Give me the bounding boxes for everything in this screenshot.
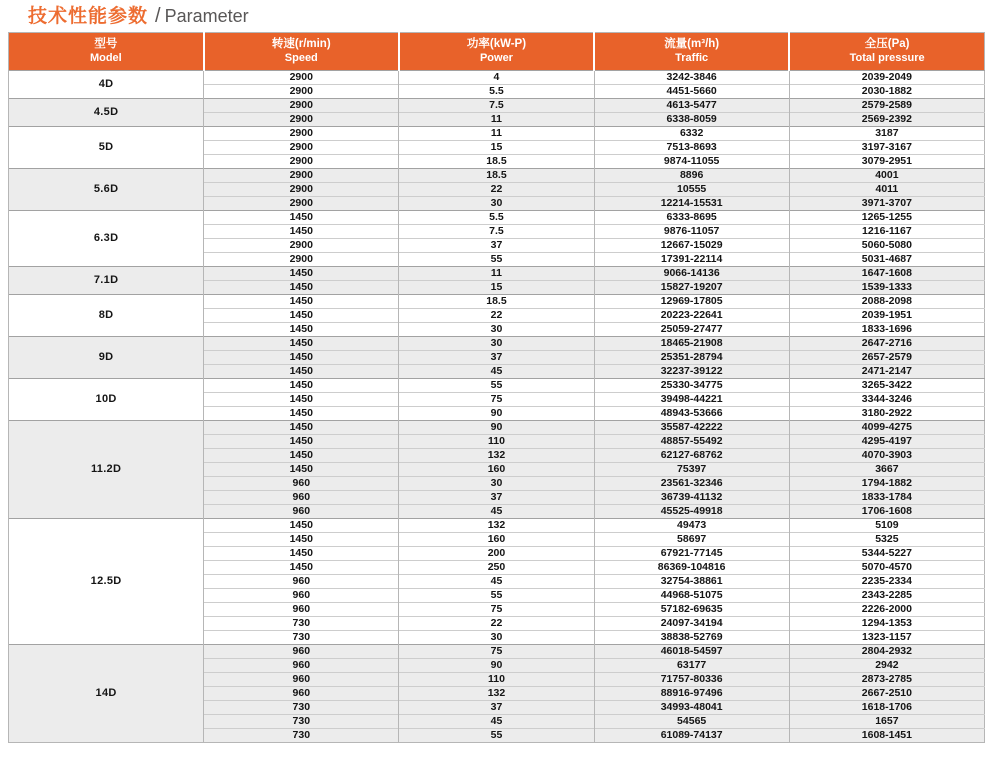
traffic-cell: 39498-44221 [594,393,789,407]
pressure-cell: 5070-4570 [789,561,984,575]
speed-cell: 1450 [204,449,399,463]
power-cell: 15 [399,281,594,295]
speed-cell: 2900 [204,155,399,169]
pressure-cell: 1539-1333 [789,281,984,295]
power-cell: 18.5 [399,169,594,183]
model-cell: 9D [9,337,204,379]
traffic-cell: 6332 [594,127,789,141]
page-title [28,2,249,32]
pressure-cell: 1608-1451 [789,729,984,743]
table-row [9,71,985,85]
traffic-cell: 49473 [594,519,789,533]
pressure-cell: 2039-2049 [789,71,984,85]
speed-cell: 1450 [204,365,399,379]
pressure-cell: 2569-2392 [789,113,984,127]
power-cell: 4 [399,71,594,85]
pressure-cell: 5031-4687 [789,253,984,267]
page-title-chinese: 技术性能参数 [28,6,149,27]
model-cell: 10D [9,379,204,421]
pressure-cell: 5060-5080 [789,239,984,253]
table-row [9,645,985,659]
speed-cell: 1450 [204,379,399,393]
column-header-label-en: Power [479,52,513,64]
speed-cell: 1450 [204,393,399,407]
pressure-cell: 2088-2098 [789,295,984,309]
pressure-cell: 3180-2922 [789,407,984,421]
speed-cell: 1450 [204,337,399,351]
speed-cell: 1450 [204,281,399,295]
traffic-cell: 86369-104816 [594,561,789,575]
model-cell: 11.2D [9,421,204,519]
pressure-cell: 2804-2932 [789,645,984,659]
speed-cell: 2900 [204,71,399,85]
traffic-cell: 75397 [594,463,789,477]
traffic-cell: 57182-69635 [594,603,789,617]
model-cell: 8D [9,295,204,337]
speed-cell: 730 [204,701,399,715]
page-title-separator: / [155,5,161,27]
speed-cell: 2900 [204,113,399,127]
traffic-cell: 48943-53666 [594,407,789,421]
speed-cell: 1450 [204,561,399,575]
traffic-cell: 9066-14136 [594,267,789,281]
speed-cell: 2900 [204,183,399,197]
pressure-cell: 3344-3246 [789,393,984,407]
traffic-cell: 71757-80336 [594,673,789,687]
speed-cell: 2900 [204,141,399,155]
power-cell: 45 [399,505,594,519]
power-cell: 15 [399,141,594,155]
table-row [9,127,985,141]
pressure-cell: 4295-4197 [789,435,984,449]
table-row [9,379,985,393]
power-cell: 90 [399,659,594,673]
traffic-cell: 32754-38861 [594,575,789,589]
power-cell: 37 [399,701,594,715]
pressure-cell: 1794-1882 [789,477,984,491]
pressure-cell: 1647-1608 [789,267,984,281]
column-header-label-en: Model [89,52,122,64]
traffic-cell: 4451-5660 [594,85,789,99]
power-cell: 200 [399,547,594,561]
speed-cell: 960 [204,659,399,673]
traffic-cell: 25351-28794 [594,351,789,365]
power-cell: 75 [399,603,594,617]
pressure-cell: 3197-3167 [789,141,984,155]
power-cell: 55 [399,729,594,743]
traffic-cell: 12214-15531 [594,197,789,211]
column-header-speed [204,33,399,71]
power-cell: 5.5 [399,211,594,225]
table-header-row [9,33,985,71]
pressure-cell: 2942 [789,659,984,673]
traffic-cell: 23561-32346 [594,477,789,491]
pressure-cell: 1294-1353 [789,617,984,631]
column-header-pressure [789,33,984,71]
traffic-cell: 15827-19207 [594,281,789,295]
traffic-cell: 58697 [594,533,789,547]
speed-cell: 1450 [204,309,399,323]
power-cell: 11 [399,127,594,141]
traffic-cell: 88916-97496 [594,687,789,701]
pressure-cell: 4001 [789,169,984,183]
traffic-cell: 62127-68762 [594,449,789,463]
parameter-table [8,32,985,743]
traffic-cell: 61089-74137 [594,729,789,743]
table-row [9,169,985,183]
model-cell: 5D [9,127,204,169]
traffic-cell: 3242-3846 [594,71,789,85]
column-header-power [399,33,594,71]
speed-cell: 2900 [204,169,399,183]
pressure-cell: 2235-2334 [789,575,984,589]
power-cell: 132 [399,687,594,701]
model-cell: 14D [9,645,204,743]
pressure-cell: 2471-2147 [789,365,984,379]
table-row [9,421,985,435]
speed-cell: 730 [204,617,399,631]
pressure-cell: 1618-1706 [789,701,984,715]
pressure-cell: 2039-1951 [789,309,984,323]
power-cell: 90 [399,421,594,435]
pressure-cell: 2647-2716 [789,337,984,351]
power-cell: 250 [399,561,594,575]
pressure-cell: 2343-2285 [789,589,984,603]
traffic-cell: 48857-55492 [594,435,789,449]
speed-cell: 1450 [204,463,399,477]
power-cell: 160 [399,463,594,477]
power-cell: 55 [399,589,594,603]
speed-cell: 2900 [204,99,399,113]
speed-cell: 1450 [204,267,399,281]
traffic-cell: 9876-11057 [594,225,789,239]
traffic-cell: 44968-51075 [594,589,789,603]
model-cell: 4D [9,71,204,99]
column-header-label-en: Traffic [675,52,709,64]
speed-cell: 1450 [204,211,399,225]
table-header [9,33,985,71]
speed-cell: 960 [204,589,399,603]
table-row [9,99,985,113]
speed-cell: 960 [204,491,399,505]
speed-cell: 2900 [204,127,399,141]
traffic-cell: 20223-22641 [594,309,789,323]
page-title-english: Parameter [164,6,249,26]
power-cell: 30 [399,477,594,491]
pressure-cell: 3971-3707 [789,197,984,211]
power-cell: 45 [399,715,594,729]
speed-cell: 1450 [204,533,399,547]
pressure-cell: 2873-2785 [789,673,984,687]
traffic-cell: 24097-34194 [594,617,789,631]
speed-cell: 730 [204,729,399,743]
speed-cell: 960 [204,477,399,491]
traffic-cell: 25059-27477 [594,323,789,337]
power-cell: 22 [399,183,594,197]
model-cell: 6.3D [9,211,204,267]
speed-cell: 1450 [204,407,399,421]
speed-cell: 1450 [204,519,399,533]
traffic-cell: 34993-48041 [594,701,789,715]
traffic-cell: 12969-17805 [594,295,789,309]
speed-cell: 960 [204,603,399,617]
power-cell: 18.5 [399,295,594,309]
traffic-cell: 8896 [594,169,789,183]
speed-cell: 2900 [204,197,399,211]
speed-cell: 2900 [204,253,399,267]
speed-cell: 2900 [204,239,399,253]
power-cell: 30 [399,631,594,645]
pressure-cell: 3265-3422 [789,379,984,393]
pressure-cell: 2030-1882 [789,85,984,99]
speed-cell: 960 [204,673,399,687]
traffic-cell: 9874-11055 [594,155,789,169]
column-header-model [9,33,204,71]
pressure-cell: 1657 [789,715,984,729]
pressure-cell: 2226-2000 [789,603,984,617]
traffic-cell: 25330-34775 [594,379,789,393]
speed-cell: 960 [204,645,399,659]
power-cell: 37 [399,491,594,505]
column-header-label-zh: 转速(r/min) [271,38,331,50]
power-cell: 7.5 [399,225,594,239]
power-cell: 18.5 [399,155,594,169]
speed-cell: 960 [204,575,399,589]
pressure-cell: 1833-1784 [789,491,984,505]
power-cell: 22 [399,309,594,323]
pressure-cell: 3079-2951 [789,155,984,169]
power-cell: 30 [399,323,594,337]
column-header-label-en: Speed [284,52,318,64]
column-header-label-zh: 全压(Pa) [864,38,910,50]
pressure-cell: 4070-3903 [789,449,984,463]
traffic-cell: 45525-49918 [594,505,789,519]
speed-cell: 730 [204,715,399,729]
speed-cell: 960 [204,687,399,701]
power-cell: 160 [399,533,594,547]
traffic-cell: 67921-77145 [594,547,789,561]
traffic-cell: 10555 [594,183,789,197]
speed-cell: 730 [204,631,399,645]
pressure-cell: 4099-4275 [789,421,984,435]
column-header-traffic [594,33,789,71]
power-cell: 7.5 [399,99,594,113]
speed-cell: 960 [204,505,399,519]
table-row [9,211,985,225]
pressure-cell: 5109 [789,519,984,533]
traffic-cell: 54565 [594,715,789,729]
power-cell: 75 [399,393,594,407]
pressure-cell: 3667 [789,463,984,477]
traffic-cell: 6333-8695 [594,211,789,225]
table-body [9,71,985,743]
power-cell: 132 [399,519,594,533]
pressure-cell: 1833-1696 [789,323,984,337]
model-cell: 4.5D [9,99,204,127]
power-cell: 75 [399,645,594,659]
column-header-label-en: Total pressure [849,52,925,64]
power-cell: 30 [399,337,594,351]
table-row [9,295,985,309]
traffic-cell: 12667-15029 [594,239,789,253]
traffic-cell: 18465-21908 [594,337,789,351]
speed-cell: 1450 [204,295,399,309]
power-cell: 45 [399,575,594,589]
power-cell: 90 [399,407,594,421]
traffic-cell: 35587-42222 [594,421,789,435]
table-row [9,519,985,533]
model-cell: 7.1D [9,267,204,295]
traffic-cell: 4613-5477 [594,99,789,113]
speed-cell: 1450 [204,323,399,337]
traffic-cell: 7513-8693 [594,141,789,155]
pressure-cell: 1706-1608 [789,505,984,519]
speed-cell: 1450 [204,225,399,239]
speed-cell: 2900 [204,85,399,99]
pressure-cell: 5325 [789,533,984,547]
column-header-label-zh: 流量(m³/h) [664,38,720,50]
traffic-cell: 63177 [594,659,789,673]
power-cell: 11 [399,267,594,281]
power-cell: 30 [399,197,594,211]
traffic-cell: 38838-52769 [594,631,789,645]
traffic-cell: 36739-41132 [594,491,789,505]
power-cell: 22 [399,617,594,631]
power-cell: 37 [399,239,594,253]
pressure-cell: 3187 [789,127,984,141]
column-header-label-zh: 功率(kW-P) [466,38,527,50]
speed-cell: 1450 [204,421,399,435]
traffic-cell: 17391-22114 [594,253,789,267]
power-cell: 11 [399,113,594,127]
power-cell: 37 [399,351,594,365]
pressure-cell: 2667-2510 [789,687,984,701]
speed-cell: 1450 [204,547,399,561]
power-cell: 45 [399,365,594,379]
column-header-label-zh: 型号 [94,38,118,50]
power-cell: 110 [399,673,594,687]
traffic-cell: 32237-39122 [594,365,789,379]
power-cell: 55 [399,253,594,267]
table-row [9,337,985,351]
power-cell: 55 [399,379,594,393]
power-cell: 5.5 [399,85,594,99]
power-cell: 110 [399,435,594,449]
model-cell: 5.6D [9,169,204,211]
power-cell: 132 [399,449,594,463]
model-cell: 12.5D [9,519,204,645]
traffic-cell: 46018-54597 [594,645,789,659]
pressure-cell: 1265-1255 [789,211,984,225]
pressure-cell: 2579-2589 [789,99,984,113]
pressure-cell: 2657-2579 [789,351,984,365]
traffic-cell: 6338-8059 [594,113,789,127]
speed-cell: 1450 [204,351,399,365]
pressure-cell: 1323-1157 [789,631,984,645]
pressure-cell: 4011 [789,183,984,197]
table-row [9,267,985,281]
pressure-cell: 1216-1167 [789,225,984,239]
pressure-cell: 5344-5227 [789,547,984,561]
speed-cell: 1450 [204,435,399,449]
